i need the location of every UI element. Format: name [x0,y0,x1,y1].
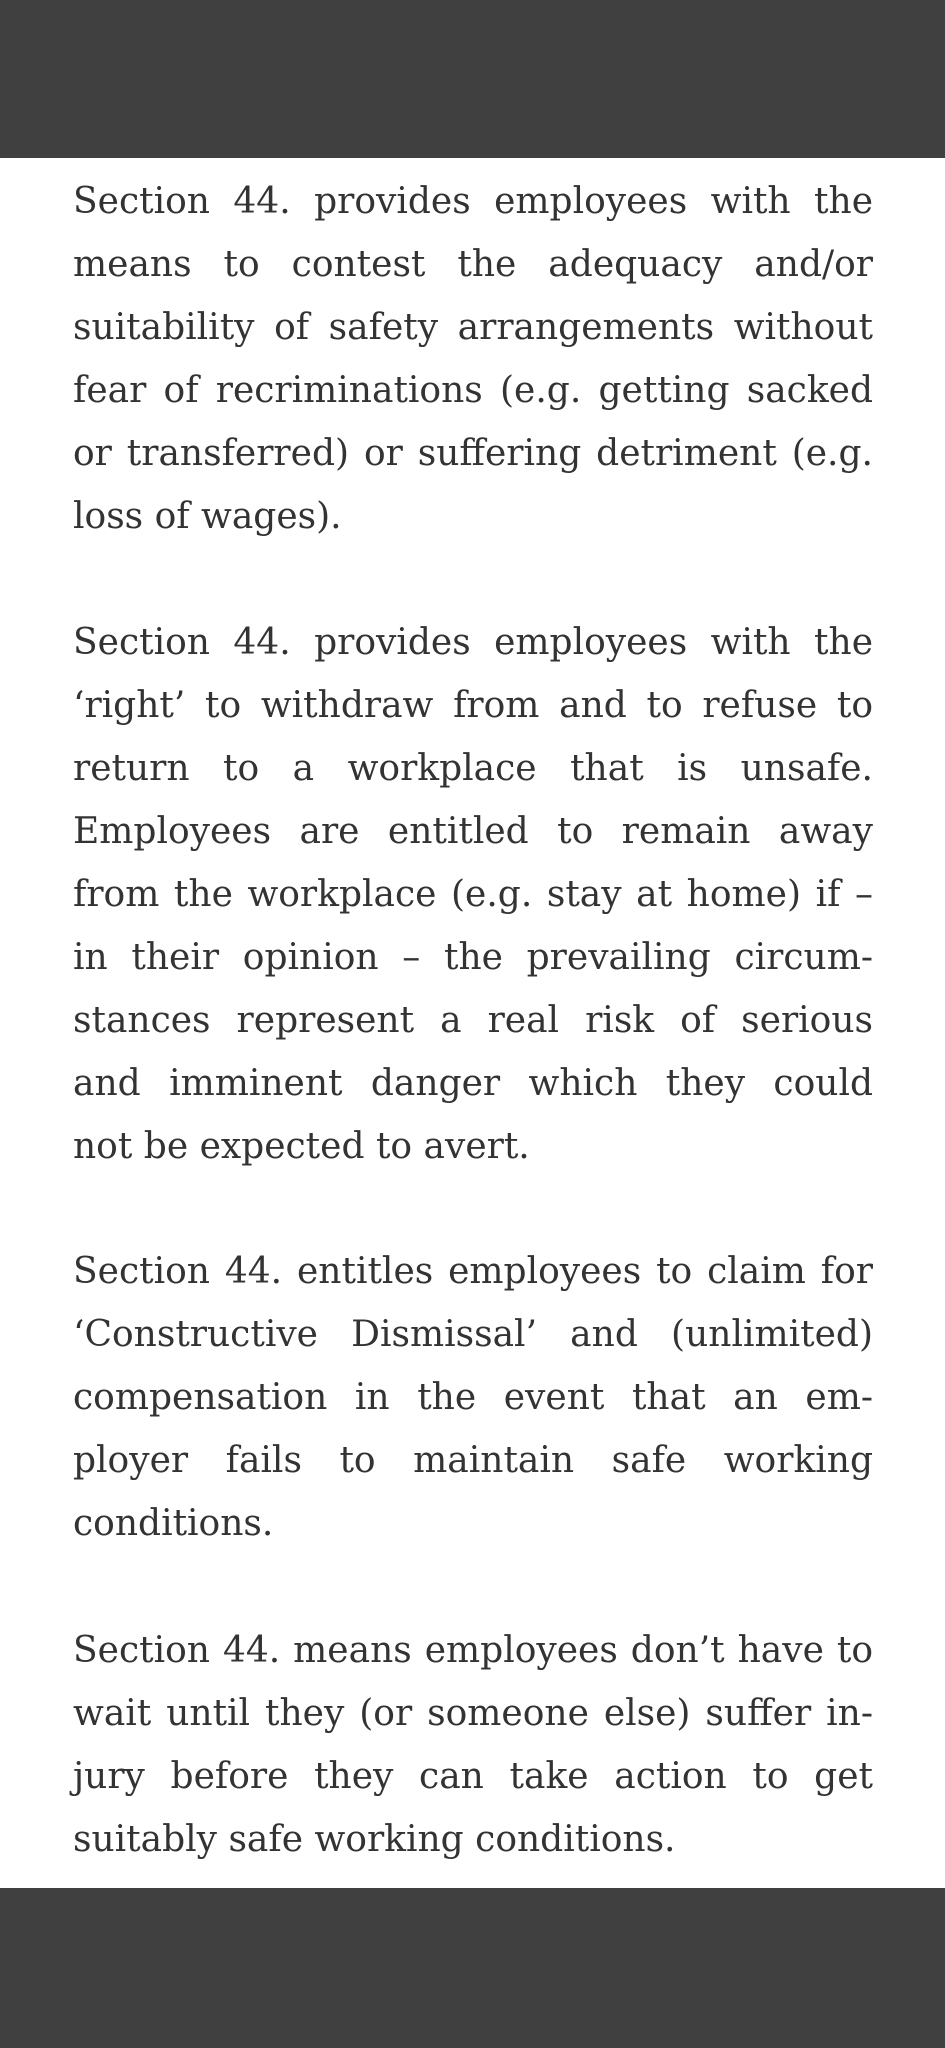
text-line: stances represent a real risk of serious [73,1000,873,1041]
text-line: jury before they can take action to get [73,1756,873,1797]
text-line: ‘Constructive Dismissal’ and (unlimited) [73,1314,873,1355]
text-line: Section 44. provides employees with the [73,622,873,663]
text-line: ployer fails to maintain safe working [73,1440,873,1481]
paragraph-2 [73,611,873,1178]
text-line: suitability of safety arrangements without [73,307,873,348]
text-line: from the workplace (e.g. stay at home) if – [73,874,873,915]
text-line: fear of recriminations (e.g. getting sacked [73,370,873,411]
text-line: Section 44. entitles employees to claim for [73,1251,873,1292]
text-line: ‘right’ to withdraw from and to refuse to [73,685,873,726]
text-line: Employees are entitled to remain away [73,811,873,852]
text-line: Section 44. means employees don’t have to [73,1630,873,1671]
text-line: wait until they (or someone else) suffer in- [73,1693,873,1734]
text-line: return to a workplace that is unsafe. [73,748,873,789]
paragraph-1 [73,170,873,548]
top-bar [0,0,945,158]
text-line: compensation in the event that an em- [73,1377,873,1418]
text-line: Section 44. provides employees with the [73,181,873,222]
text-line: and imminent danger which they could [73,1063,873,1104]
text-line: loss of wages). [73,496,342,537]
text-line: suitably safe working conditions. [73,1819,676,1860]
bottom-bar [0,1888,945,2048]
paragraph-3 [73,1240,873,1555]
text-line: in their opinion – the prevailing circum- [73,937,873,978]
text-line: not be expected to avert. [73,1126,530,1167]
paragraph-4 [73,1619,873,1871]
text-line: conditions. [73,1503,274,1544]
text-line: or transferred) or suffering detriment (e.g. [73,433,873,474]
text-line: means to contest the adequacy and/or [73,244,873,285]
document-content [0,158,945,1888]
